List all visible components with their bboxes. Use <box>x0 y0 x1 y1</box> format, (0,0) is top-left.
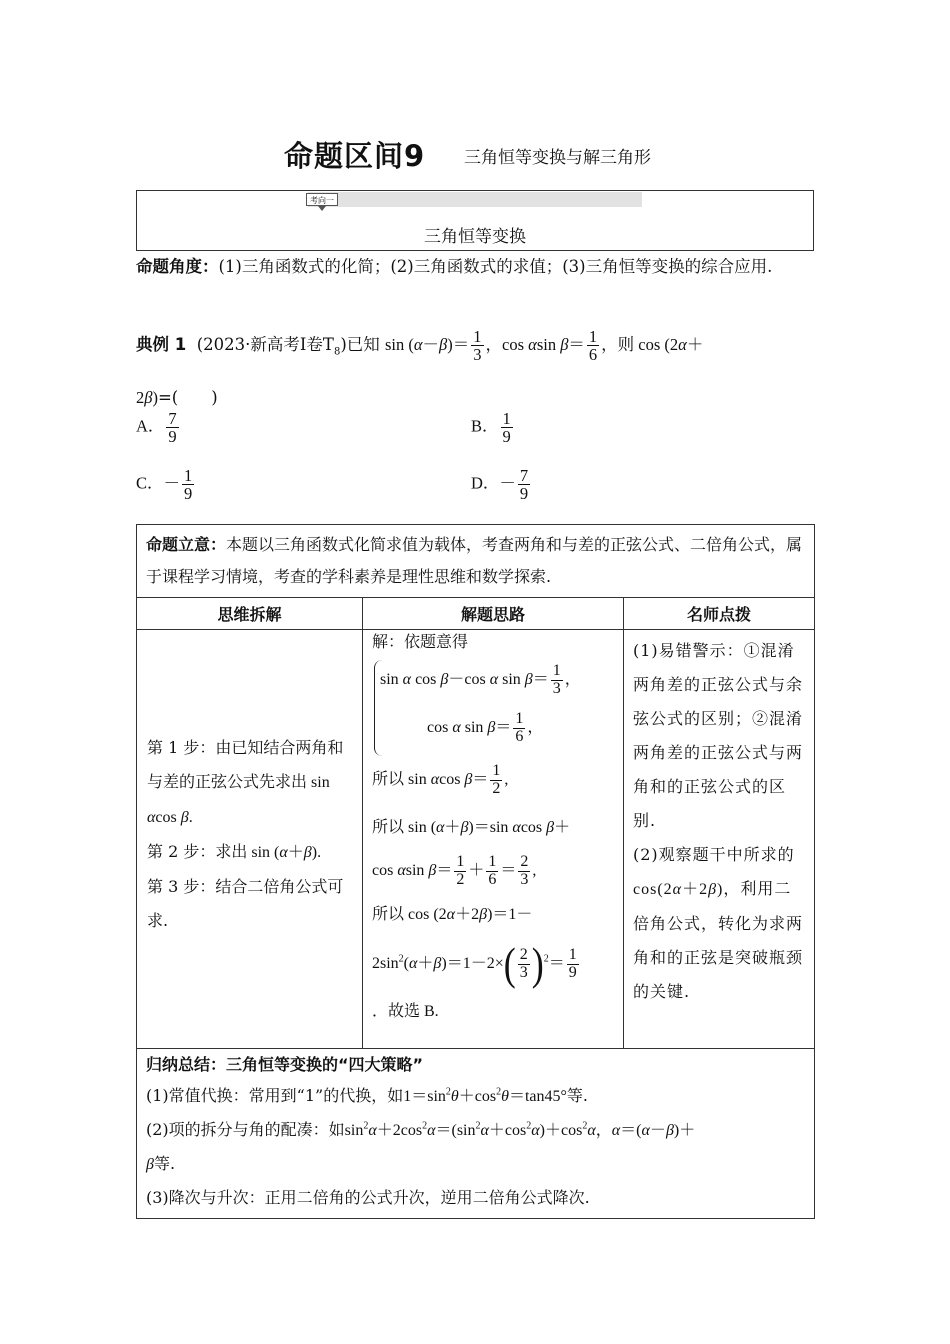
system-eq-1: sin α cos β－cos α sin β＝ $\frac{1}{3}$ ， <box>380 662 581 697</box>
intro-label: 命题角度： <box>136 257 219 276</box>
purpose-text: 本题以三角函数式化简求值为载体，考查两角和与差的正弦公式、二倍角公式，属于课程学习情境，考查的学科素养是理性思维和数学探索. <box>146 535 803 586</box>
solution-line-3: 所以 sin αcos β＝ $\frac{1}{2}$ , <box>372 762 509 797</box>
option-c[interactable]: C．－ $\frac{1}{9}$ <box>136 466 193 504</box>
section-tag: 考向一 <box>306 193 338 206</box>
system-eq-2: cos α sin β＝ $\frac{1}{6}$ ， <box>427 710 544 745</box>
solution-line-6: 所以 cos (2α＋2β)＝1－ <box>372 906 533 923</box>
example-source-sub: 8 <box>333 346 341 358</box>
example-then: 则 <box>617 335 635 354</box>
summary-p1: (1)常值代换：常用到“1”的代换，如$1=\sin^2\theta+\cos^2\theta=\tan 45^\circ$等. <box>146 1086 589 1105</box>
chapter-subtitle: 三角恒等变换与解三角形 <box>464 148 651 168</box>
step-3: 第 3 步：结合二倍角公式可求. <box>147 876 344 930</box>
example-paragraph: 典例 1 (2023·新高考Ⅰ卷$T_8$)已知 sin (α－β)＝ $\frac{1}{3}$ ，cos αsin β＝ $\frac{1}{6}$ ，则 cos (2α＋ 2β)=( ) <box>136 326 704 408</box>
example-source-end: )已知 <box>340 335 380 354</box>
option-d[interactable]: D．－ $\frac{7}{9}$ <box>471 466 529 504</box>
solution-conclusion: ．故选 B. <box>372 1003 439 1020</box>
brace-icon <box>374 660 383 756</box>
option-a[interactable]: A． $\frac{7}{9}$ <box>136 409 177 447</box>
analysis-table <box>136 524 815 1219</box>
solution-line-7: $2\sin^2(\alpha+\beta)=1-2\times$( $\frac{2}{3}$ )$^2$＝ $\frac{1}{9}$ <box>372 939 577 990</box>
tag-arrow-icon <box>318 206 326 211</box>
tips-cell: (1)易错警示：①混淆两角差的正弦公式与余弦公式的区别；②混淆两角差的正弦公式与两角和的正弦公式的区别. (2)观察题干中所求的cos(2α＋2β)，利用二倍角公式，转化为求两角和的正弦是突破瓶颈的关键. <box>624 630 815 1049</box>
example-label: 典例 1 <box>136 335 187 354</box>
solution-line-4: 所以 sin (α＋β)＝sin αcos β＋ <box>372 819 571 836</box>
intro-paragraph <box>136 250 816 283</box>
purpose-cell <box>137 525 815 598</box>
purpose-label: 命题立意： <box>146 535 227 554</box>
intro-text: (1)三角函数式的化简；(2)三角函数式的求值；(3)三角恒等变换的综合应用. <box>218 257 773 276</box>
step-1: 第 1 步：由已知结合两角和与差的正弦公式先求出 <box>147 737 344 791</box>
cond2-fraction: $\frac{1}{6}$ <box>588 326 598 364</box>
tip-2a: (2)观察题干中所求的 <box>633 844 795 864</box>
step-2: 第 2 步：求出 <box>147 841 248 861</box>
header-solution: 解题思路 <box>363 598 624 630</box>
summary-p3: (3)降次与升次：正用二倍角的公式升次，逆用二倍角公式降次. <box>146 1188 590 1207</box>
example-blank: =( ) <box>157 388 218 408</box>
section-title: 三角恒等变换 <box>424 227 526 247</box>
cond1-fraction: $\frac{1}{3}$ <box>473 326 482 364</box>
steps-cell: 第 1 步：由已知结合两角和与差的正弦公式先求出 sin αcos β. 第 2 步：求出 sin (α＋β). 第 3 步：结合二倍角公式可求. <box>137 630 363 1049</box>
header-thinking: 思维拆解 <box>137 598 363 630</box>
tip-1: (1)易错警示：①混淆两角差的正弦公式与余弦公式的区别；②混淆两角差的正弦公式与两角和的正弦公式的区别. <box>633 640 804 830</box>
solution-cell <box>363 630 624 1049</box>
example-source: (2023·新高考Ⅰ卷T <box>196 335 334 354</box>
summary-cell <box>137 1049 815 1219</box>
solution-intro: 解：依题意得 <box>372 634 469 651</box>
solution-line-5: cos αsin β＝ $\frac{1}{2}$ ＋ $\frac{1}{6}$ ＝ $\frac{2}{3}$ , <box>372 853 537 888</box>
chapter-title: 命题区间9 <box>284 139 426 173</box>
summary-title: 归纳总结：三角恒等变换的“四大策略” <box>146 1055 424 1074</box>
summary-p2: (2)项的拆分与角的配凑：如$\sin^2\alpha+2\cos^2\alpha=(\sin^2\alpha+\cos^2\alpha)+\cos^2\alpha$，α＝(α－β)＋ β等. <box>146 1120 696 1173</box>
section-tag-bar <box>308 192 642 207</box>
header-tips: 名师点拨 <box>624 598 815 630</box>
tip-2b: ，利用二倍角公式，转化为求两角和的正弦是突破瓶颈的关键. <box>633 878 804 1001</box>
option-b[interactable]: B． $\frac{1}{9}$ <box>471 409 511 447</box>
